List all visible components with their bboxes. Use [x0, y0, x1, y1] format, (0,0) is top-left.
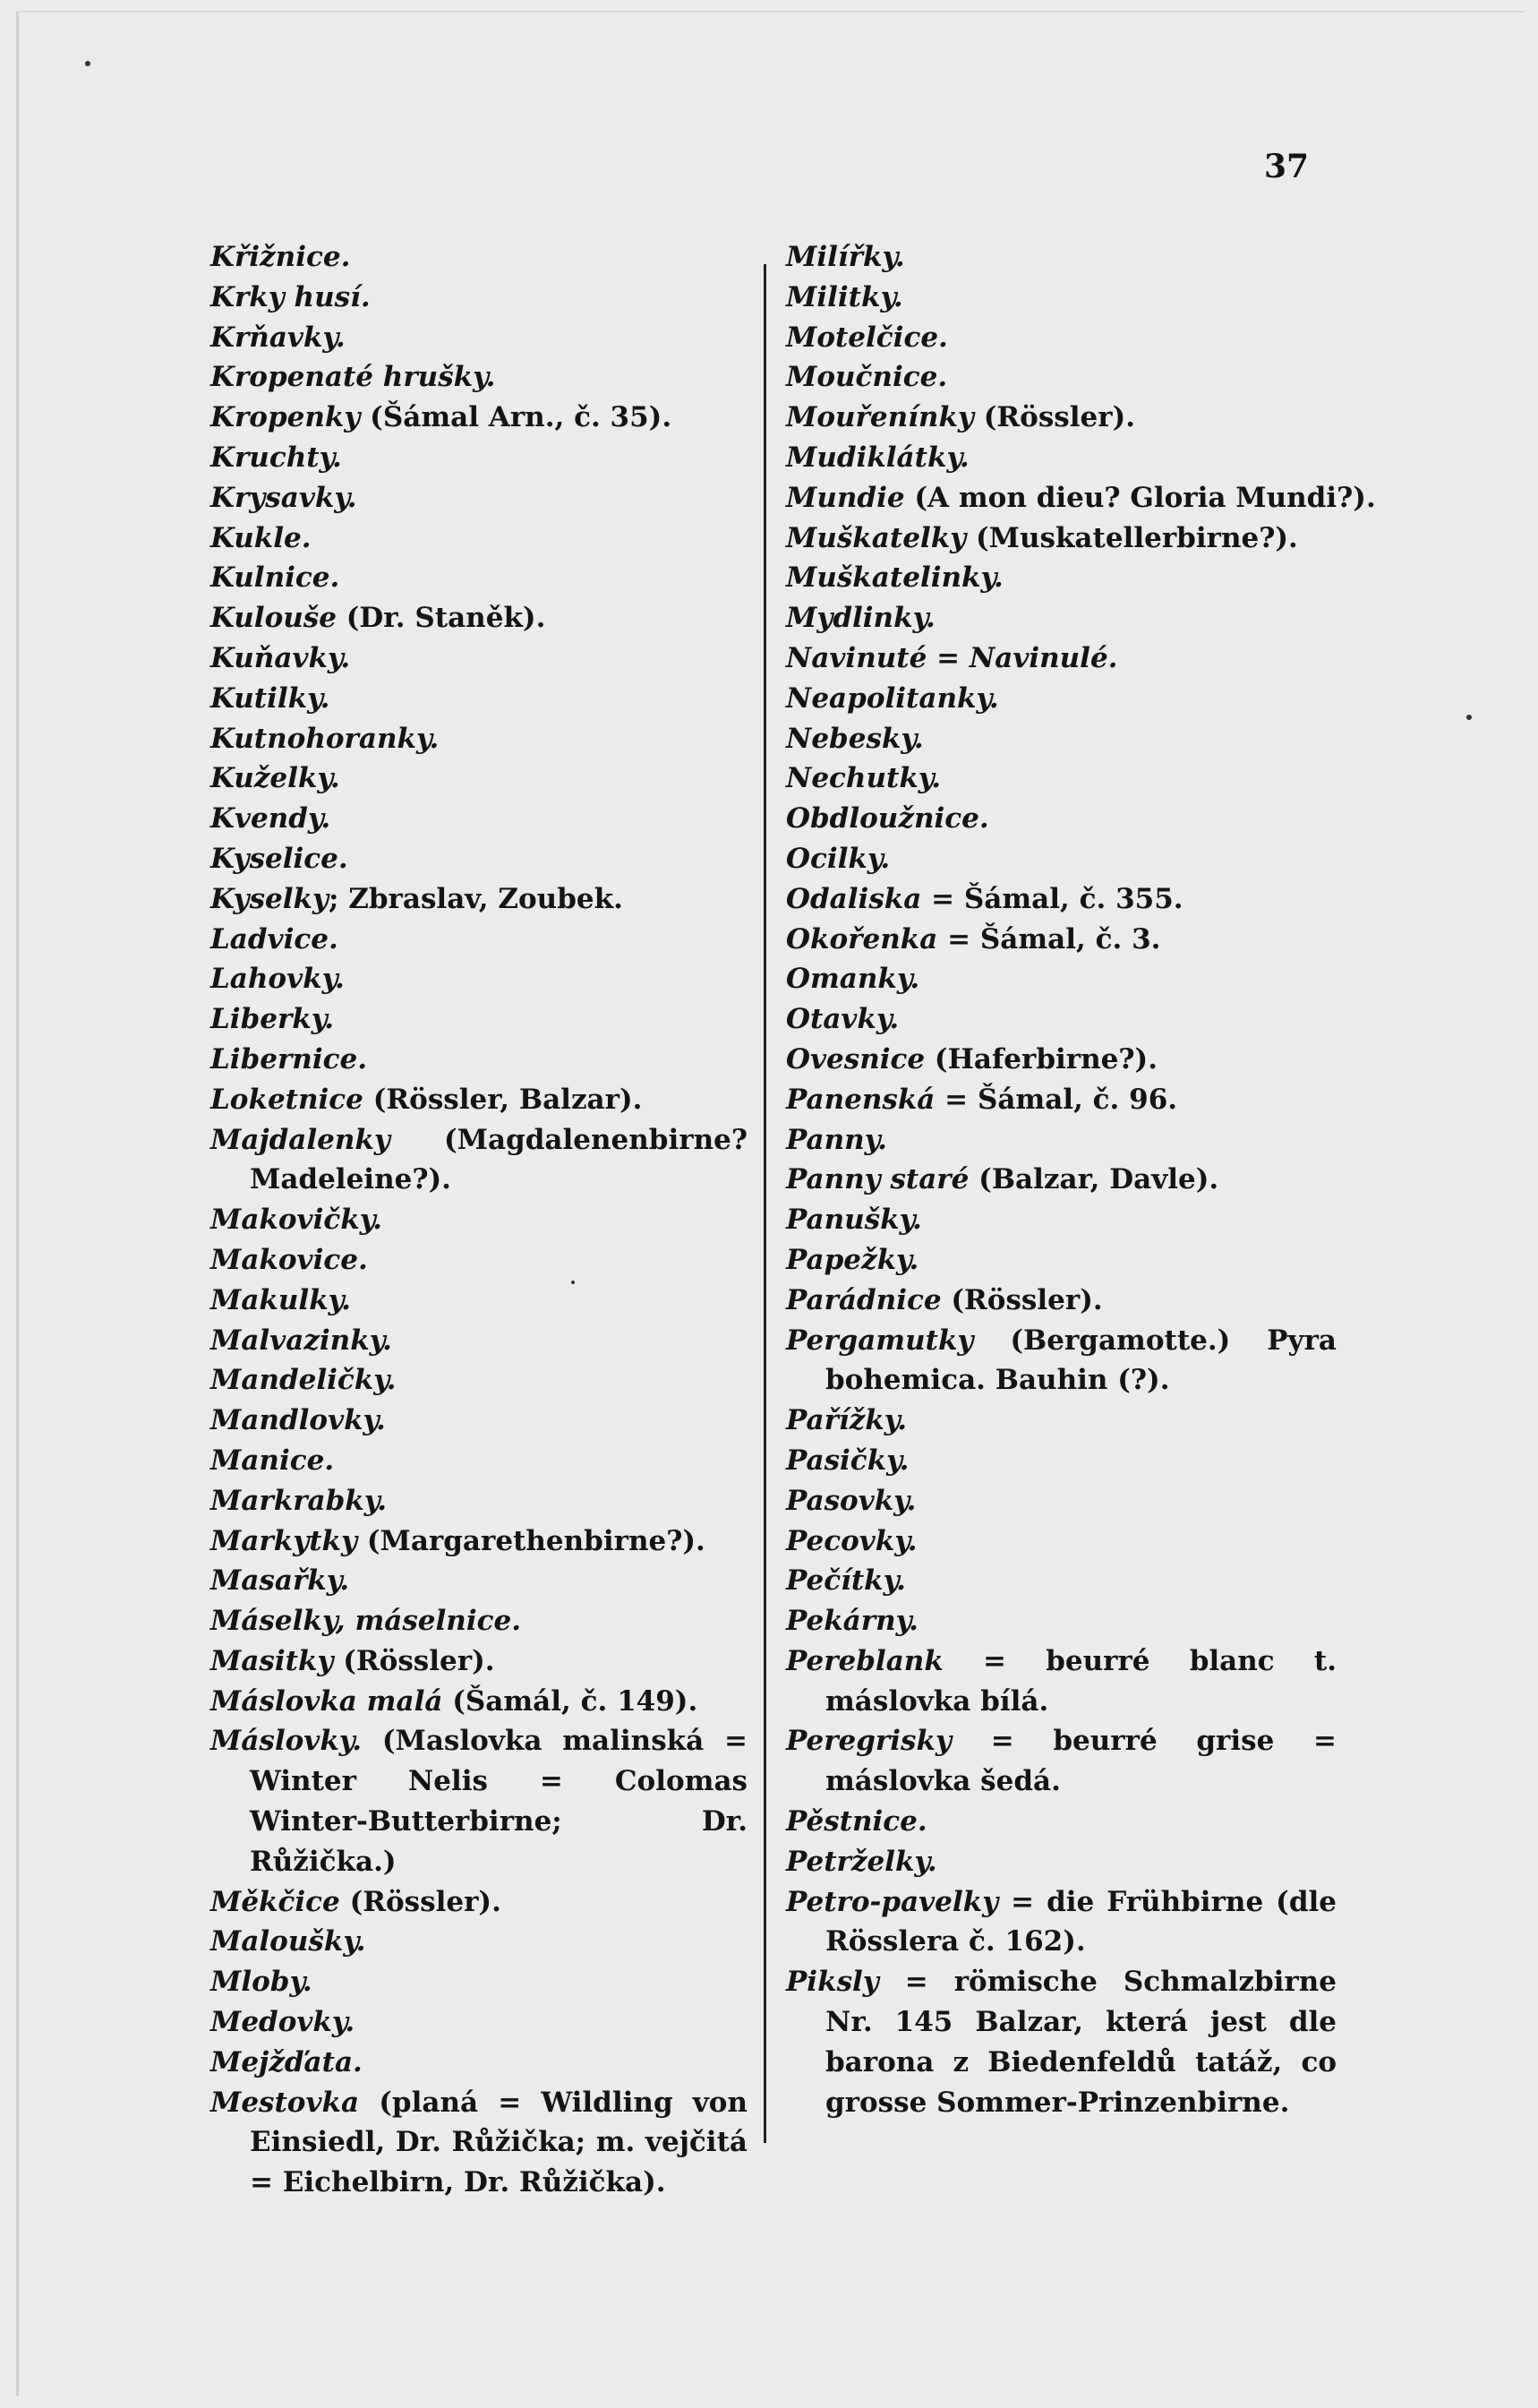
list-item	[210, 2043, 748, 2083]
list-item	[210, 278, 748, 318]
entry-term: Krňavky.	[210, 321, 346, 354]
entry-term: Milířky.	[786, 241, 905, 273]
list-item	[210, 1281, 748, 1321]
entry-note: = beurré blanc t. máslovka bílá.	[825, 1644, 1337, 1718]
entry-term: Pereblank	[786, 1644, 944, 1677]
entry-term: Křižnice.	[210, 241, 351, 273]
entry-term: Panušky.	[786, 1204, 922, 1237]
list-item	[210, 1040, 748, 1080]
list-item	[210, 1521, 748, 1562]
entry-term: Měkčice	[210, 1885, 340, 1918]
entry-term: Malvazinky.	[210, 1324, 392, 1357]
entry-term: Panenská	[786, 1083, 936, 1116]
entry-term: Nebesky.	[786, 722, 924, 755]
entry-term: Markytky	[210, 1524, 358, 1557]
entry-note: (Rössler).	[973, 401, 1136, 434]
list-item	[786, 438, 1337, 478]
entry-term: Lahovky.	[210, 963, 345, 996]
entry-term: Piksly	[786, 1966, 879, 1999]
list-item	[210, 799, 748, 839]
entry-term: Majdalenky	[210, 1123, 390, 1156]
entry-note: (Rössler).	[333, 1644, 495, 1677]
entry-term: Panny.	[786, 1123, 887, 1156]
list-item	[210, 1682, 748, 1722]
list-item	[786, 558, 1337, 598]
entry-term: Mestovka	[210, 2086, 360, 2119]
entry-term: Maloušky.	[210, 1925, 366, 1958]
entry-term: Krysavky.	[210, 481, 357, 514]
list-item	[786, 879, 1337, 920]
list-item	[210, 1360, 748, 1401]
entry-term: Kropenaté hrušky.	[210, 361, 496, 394]
list-item	[210, 357, 748, 398]
list-item	[786, 1962, 1337, 2122]
entry-term: Neapolitanky.	[786, 681, 999, 715]
entry-term: Medovky.	[210, 2006, 355, 2039]
list-item	[210, 1321, 748, 1361]
entry-term: Kukle.	[210, 521, 312, 554]
entry-term: Ovesnice	[786, 1042, 926, 1075]
entry-term: Máselky, máselnice.	[210, 1605, 522, 1638]
entry-term: Máslovky.	[210, 1725, 363, 1758]
entry-term: Mundie	[786, 481, 905, 514]
list-item	[786, 1882, 1337, 1963]
list-item	[210, 1401, 748, 1441]
entry-term: Pergamutky	[786, 1324, 974, 1357]
entry-term: Kutilky.	[210, 681, 330, 715]
entry-note: = beurré grise = máslovka šedá.	[825, 1725, 1337, 1798]
list-item	[210, 839, 748, 879]
entry-term: Omanky.	[786, 963, 920, 996]
entry-term: Kyselice.	[210, 842, 348, 875]
list-item	[210, 959, 748, 999]
list-item	[210, 518, 748, 559]
list-item	[786, 679, 1337, 719]
entry-term: Mydlinky.	[786, 602, 936, 635]
list-item	[210, 758, 748, 799]
list-item	[786, 799, 1337, 839]
entry-term: Kruchty.	[210, 441, 342, 474]
ink-speck	[571, 1281, 575, 1284]
right-column	[786, 237, 1376, 2122]
entry-note: (Bergamotte.) Pyra bohemica. Bauhin (?).	[825, 1324, 1337, 1397]
list-item	[786, 1441, 1337, 1481]
entry-note: (Haferbirne?).	[925, 1042, 1158, 1075]
list-item	[210, 318, 748, 358]
entry-term: Okořenka	[786, 922, 938, 955]
ink-speck	[1466, 715, 1472, 720]
entry-term: Kulnice.	[210, 561, 340, 595]
list-item	[786, 278, 1337, 318]
entry-term: Pekárny.	[786, 1605, 919, 1638]
entry-term: Petrželky.	[786, 1845, 937, 1878]
list-item	[786, 478, 1376, 518]
list-item	[786, 318, 1337, 358]
list-item	[210, 1922, 748, 1962]
entry-term: Liberky.	[210, 1003, 335, 1036]
entry-term: Krky husí.	[210, 280, 371, 313]
list-item	[210, 719, 748, 759]
entry-note: = die Frühbirne (dle Rösslera č. 162).	[825, 1885, 1337, 1958]
entry-term: Pečítky.	[786, 1564, 906, 1598]
entry-note: (Balzar, Davle).	[969, 1163, 1219, 1196]
list-item	[210, 679, 748, 719]
entry-term: Muškatelky	[786, 521, 967, 554]
list-item	[210, 1641, 748, 1682]
entry-note: (Rössler).	[941, 1283, 1103, 1316]
entry-term: Mandeličky.	[210, 1364, 397, 1397]
list-item	[210, 638, 748, 679]
list-item	[210, 1441, 748, 1481]
entry-note: (Dr. Staněk).	[336, 602, 546, 635]
list-item	[786, 1481, 1337, 1521]
list-item	[210, 1561, 748, 1601]
entry-term: Mejžďata.	[210, 2045, 363, 2078]
list-item	[786, 1802, 1337, 1842]
list-item	[786, 1521, 1337, 1562]
list-item	[210, 920, 748, 960]
list-item	[786, 1641, 1337, 1722]
list-item	[210, 598, 748, 638]
list-item	[786, 1721, 1337, 1802]
entry-term: Kutnohoranky.	[210, 722, 440, 755]
list-item	[786, 1120, 1337, 1161]
list-item	[210, 1882, 748, 1923]
entry-term: Mouřenínky	[786, 401, 974, 434]
list-item	[786, 1040, 1337, 1080]
entry-note: = Šámal, č. 355.	[921, 882, 1183, 915]
entry-term: Muškatelinky.	[786, 561, 1004, 595]
entry-term: Otavky.	[786, 1003, 900, 1036]
list-item	[786, 398, 1337, 438]
list-item	[786, 1160, 1337, 1200]
entry-note: (planá = Wildling von Einsiedl, Dr. Růžička; m. vejčitá = Eichelbirn, Dr. Růžička).	[250, 2086, 748, 2199]
entry-term: Motelčice.	[786, 321, 948, 354]
entry-term: Kulouše	[210, 602, 337, 635]
list-item	[786, 1842, 1337, 1882]
list-item	[786, 1321, 1337, 1401]
list-item	[786, 357, 1337, 398]
list-item	[786, 1200, 1337, 1240]
entry-term: Pasovky.	[786, 1484, 917, 1517]
entry-term: Makovičky.	[210, 1204, 382, 1237]
list-item	[786, 758, 1337, 799]
entry-note: (Muskatellerbirne?).	[966, 521, 1298, 554]
entry-term: Manice.	[210, 1444, 335, 1477]
entry-term: Mandlovky.	[210, 1404, 386, 1437]
ink-speck	[85, 61, 90, 66]
list-item	[210, 1240, 748, 1281]
list-item	[786, 1240, 1337, 1281]
entry-term: Makovice.	[210, 1243, 368, 1276]
list-item	[786, 1561, 1337, 1601]
entry-note: (Magdalenenbirne? Madeleine?).	[250, 1123, 748, 1196]
list-item	[210, 438, 748, 478]
entry-term: Kuželky.	[210, 762, 340, 795]
list-item	[210, 1481, 748, 1521]
entry-note: (Maslovka malinská = Winter Nelis = Colomas Winter-Butterbirne; Dr. Růžička.)	[250, 1725, 748, 1878]
list-item	[786, 1281, 1337, 1321]
entry-term: Obdloužnice.	[786, 802, 989, 836]
entry-note: (Rössler).	[339, 1885, 501, 1918]
list-item	[786, 598, 1337, 638]
entry-term: Pecovky.	[786, 1524, 918, 1557]
list-item	[210, 1721, 748, 1881]
list-item	[210, 558, 748, 598]
page-number: 37	[1264, 148, 1310, 185]
entry-term: Máslovka malá	[210, 1684, 443, 1718]
entry-term: Masařky.	[210, 1564, 349, 1598]
entry-note: (Šamál, č. 149).	[442, 1684, 698, 1718]
entry-term: Ocilky.	[786, 842, 891, 875]
entry-term: Loketnice	[210, 1083, 363, 1116]
entry-term: Panny staré	[786, 1163, 970, 1196]
list-item	[786, 1601, 1337, 1641]
list-item	[786, 999, 1337, 1040]
list-item	[786, 1401, 1337, 1441]
entry-term: Markrabky.	[210, 1484, 388, 1517]
entry-term: Papežky.	[786, 1243, 919, 1276]
entry-term: Navinuté = Navinulé.	[786, 641, 1118, 674]
entry-note: ; Zbraslav, Zoubek.	[329, 882, 623, 915]
entry-term: Parádnice	[786, 1283, 942, 1316]
entry-term: Militky.	[786, 280, 903, 313]
list-item	[210, 1200, 748, 1240]
entry-term: Masitky	[210, 1644, 334, 1677]
list-item	[786, 959, 1337, 999]
list-item	[210, 1601, 748, 1641]
entry-term: Kyselky	[210, 882, 329, 915]
entry-term: Nechutky.	[786, 762, 942, 795]
list-item	[210, 879, 748, 920]
list-item	[210, 2002, 748, 2043]
entry-term: Pasičky.	[786, 1444, 910, 1477]
list-item	[786, 237, 1337, 278]
entry-term: Pěstnice.	[786, 1805, 927, 1838]
list-item	[210, 2083, 748, 2203]
entry-term: Odaliska	[786, 882, 922, 915]
list-item	[786, 719, 1337, 759]
entry-term: Kropenky	[210, 401, 361, 434]
list-item	[210, 1962, 748, 2002]
entry-term: Mloby.	[210, 1966, 312, 1999]
entry-term: Ladvice.	[210, 922, 338, 955]
entry-term: Kuňavky.	[210, 641, 351, 674]
entry-term: Libernice.	[210, 1042, 368, 1075]
left-column	[210, 237, 748, 2203]
entry-term: Makulky.	[210, 1283, 351, 1316]
entry-note: (A mon dieu? Gloria Mundi?).	[904, 481, 1376, 514]
entry-note: = Šámal, č. 3.	[937, 922, 1161, 955]
list-item	[210, 478, 748, 518]
entry-term: Mudiklátky.	[786, 441, 970, 474]
entry-term: Peregrisky	[786, 1725, 952, 1758]
list-item	[786, 920, 1337, 960]
column-divider	[764, 264, 766, 2143]
entry-note: = Šámal, č. 96.	[935, 1083, 1178, 1116]
list-item	[210, 999, 748, 1040]
list-item	[786, 638, 1337, 679]
list-item	[786, 518, 1337, 559]
entry-note: (Rössler, Balzar).	[363, 1083, 643, 1116]
list-item	[210, 1120, 748, 1201]
entry-note: = römische Schmalzbirne Nr. 145 Balzar, která jest dle barona z Biedenfeldů tatáž, co grosse Sommer-Prinzenbirne.	[825, 1966, 1337, 2119]
entry-term: Petro-pavelky	[786, 1885, 999, 1918]
entry-term: Pařížky.	[786, 1404, 908, 1437]
list-item	[210, 398, 748, 438]
list-item	[210, 1080, 748, 1120]
list-item	[786, 1080, 1337, 1120]
entry-term: Moučnice.	[786, 361, 948, 394]
entry-term: Kvendy.	[210, 802, 331, 836]
entry-note: (Margarethenbirne?).	[357, 1524, 705, 1557]
list-item	[786, 839, 1337, 879]
entry-note: (Šámal Arn., č. 35).	[360, 401, 672, 434]
list-item	[210, 237, 748, 278]
